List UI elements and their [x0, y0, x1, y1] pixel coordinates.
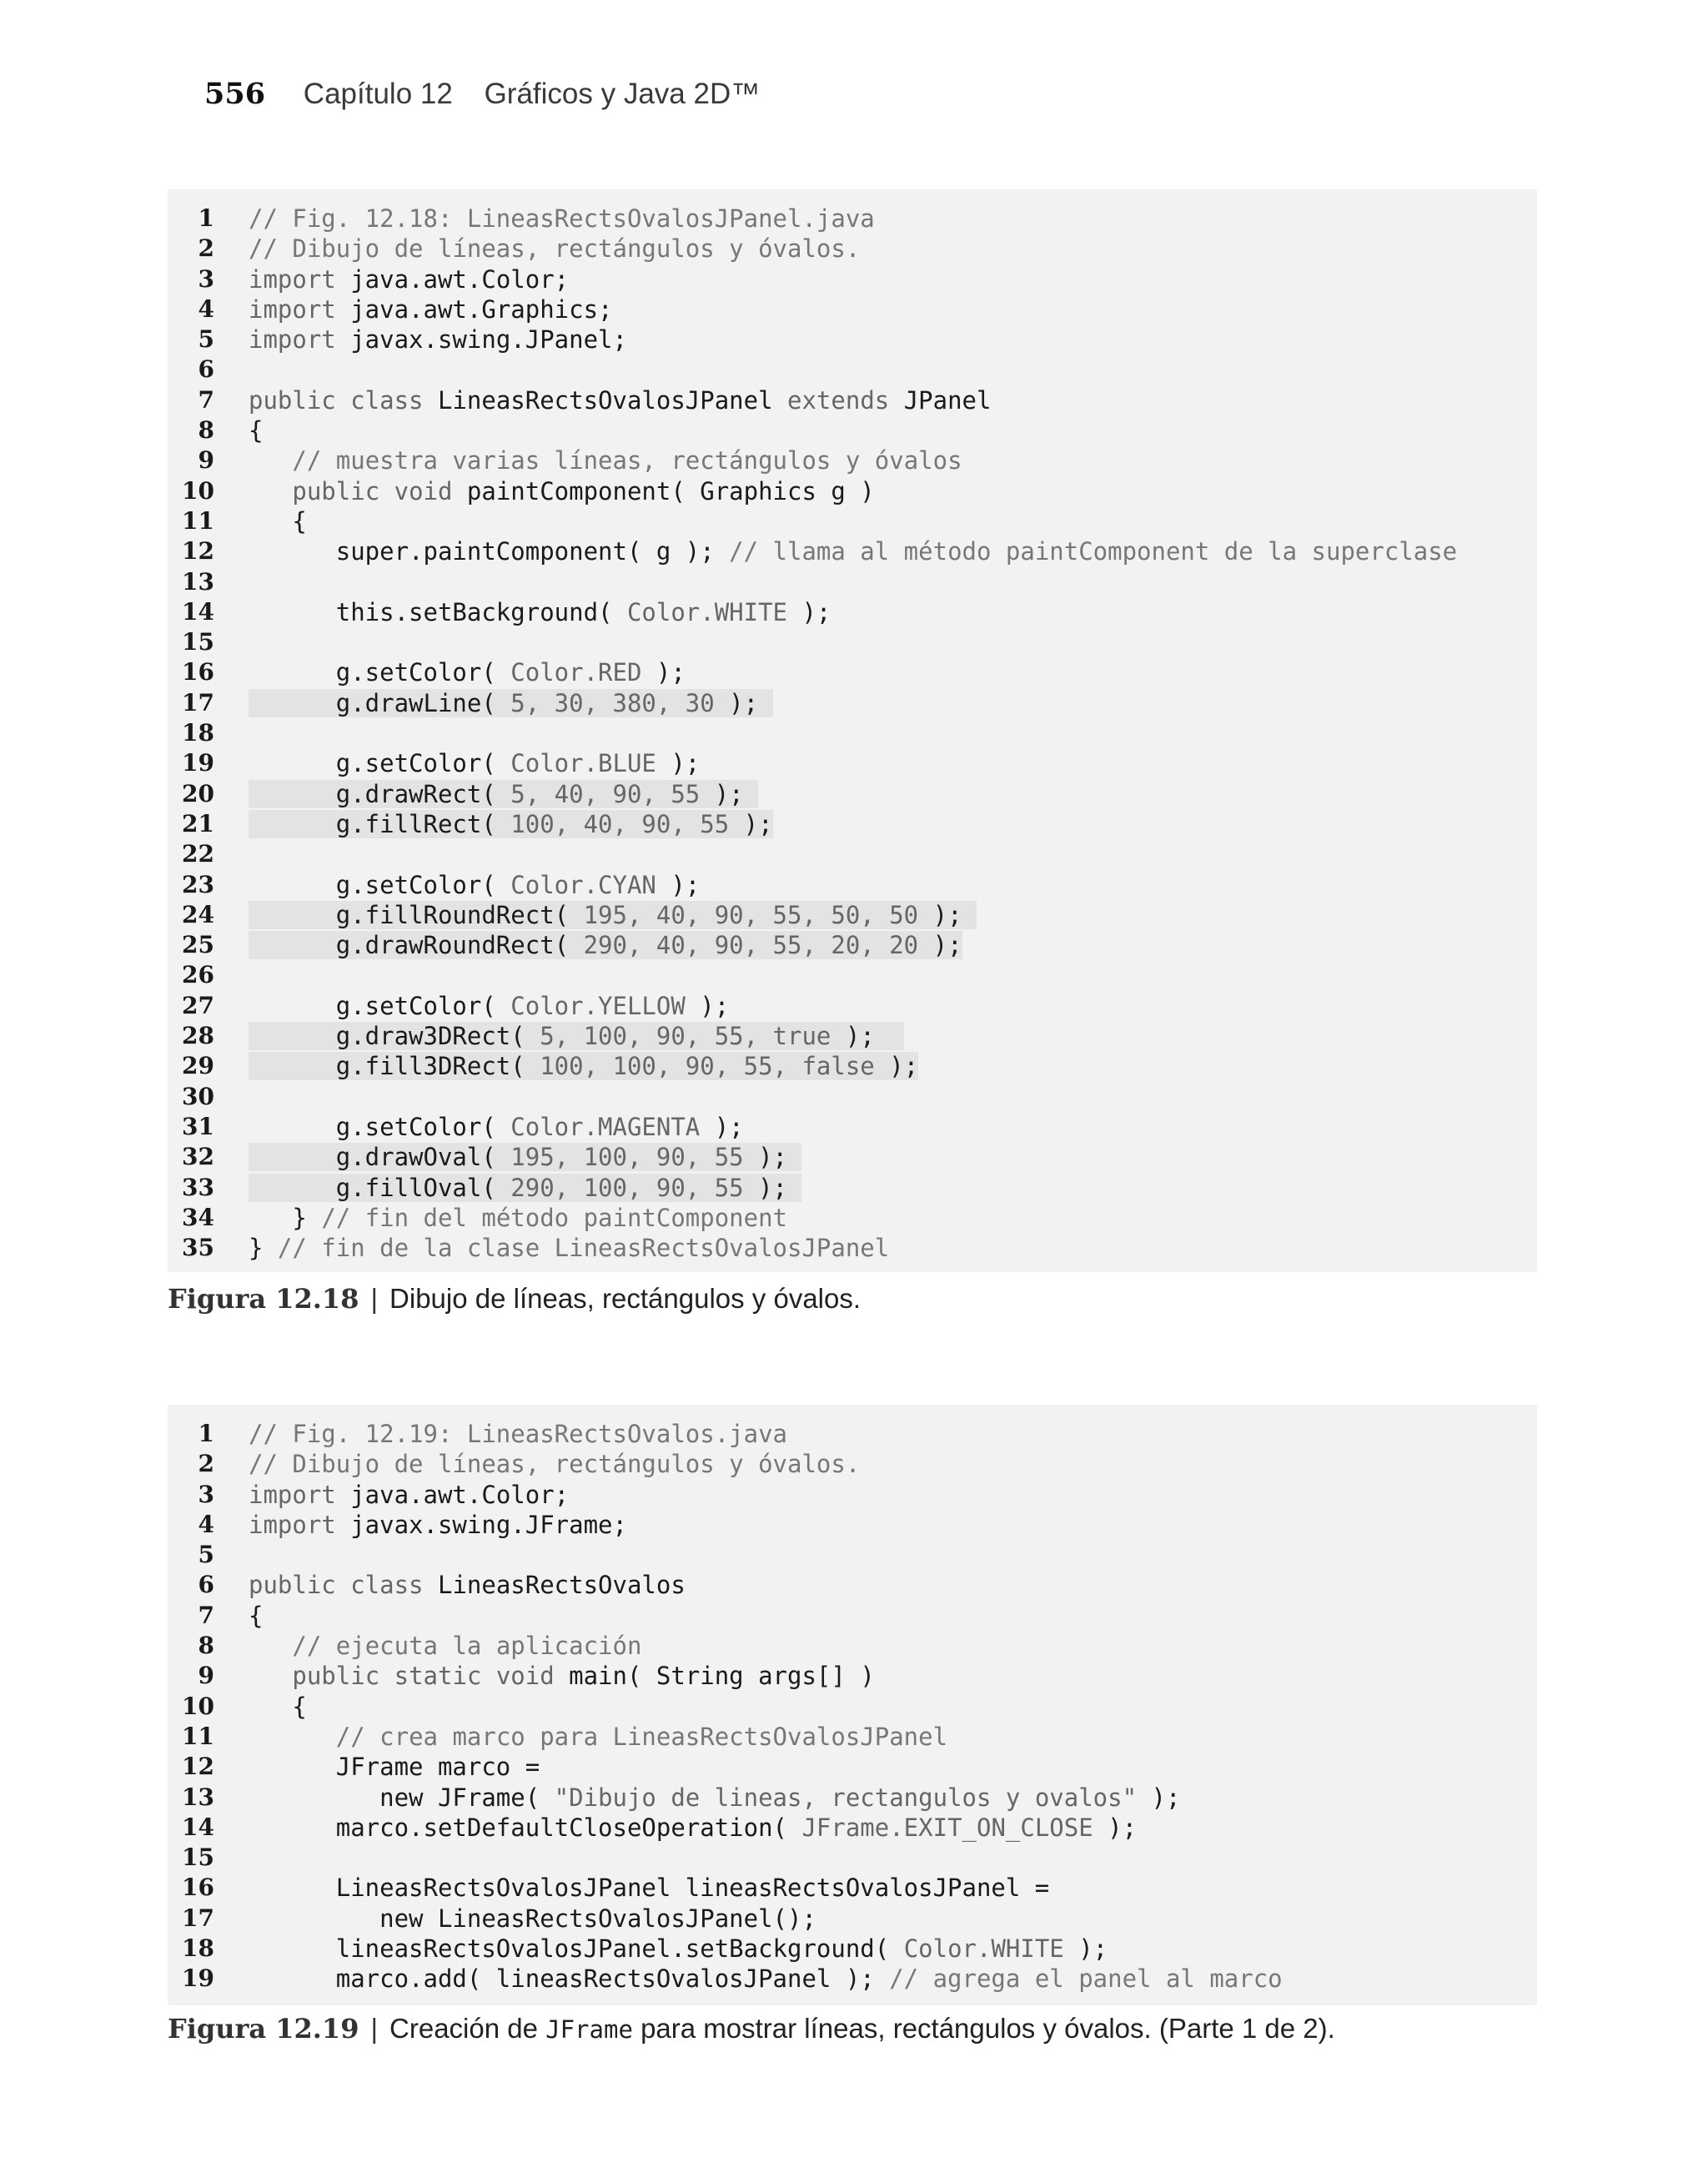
code-token: // ejecuta la aplicación	[292, 1632, 642, 1661]
code-token: g.fillRect(	[249, 809, 511, 838]
code-token: main( String args[] )	[569, 1662, 875, 1691]
code-line	[168, 324, 1537, 355]
code-text	[249, 1601, 263, 1631]
code-token: Color.RED	[510, 658, 642, 687]
code-token: extends	[787, 385, 904, 415]
code-token: 5, 40, 90, 55	[510, 779, 701, 808]
code-text	[249, 1570, 686, 1600]
code-token: );	[656, 749, 701, 778]
code-token: // Dibujo de líneas, rectángulos y óvalos.	[249, 1450, 861, 1479]
line-number: 18	[182, 719, 214, 747]
code-text	[249, 870, 700, 900]
code-token: );	[714, 688, 773, 717]
code-token: // fin de la clase LineasRectsOvalosJPanel	[277, 1234, 890, 1263]
line-number: 2	[198, 234, 214, 263]
code-text	[249, 779, 758, 809]
line-number: 27	[182, 991, 214, 1019]
code-text	[249, 748, 700, 778]
code-token: Color.WHITE	[626, 597, 788, 626]
code-text	[249, 204, 875, 234]
line-number: 31	[182, 1112, 214, 1140]
line-number: 9	[198, 446, 214, 475]
code-line	[168, 1021, 1537, 1051]
code-line	[168, 657, 1537, 687]
code-token: marco.add( lineasRectsOvalosJPanel );	[249, 1964, 890, 1994]
code-token: 290, 40, 90, 55, 20, 20	[583, 931, 919, 960]
line-number: 5	[198, 1541, 214, 1569]
line-number: 15	[182, 1844, 214, 1872]
code-line	[168, 1722, 1537, 1752]
figure-caption-code: JFrame	[545, 2015, 633, 2044]
code-line	[168, 1540, 1537, 1570]
code-token: import	[249, 1510, 351, 1539]
code-token: 195, 40, 90, 55, 50, 50	[583, 900, 919, 929]
code-token: import	[249, 1480, 351, 1509]
page-header	[204, 77, 760, 111]
code-token: );	[918, 900, 977, 929]
code-text	[249, 1631, 641, 1661]
code-line	[168, 718, 1537, 748]
line-number: 18	[182, 1934, 214, 1963]
line-number: 3	[198, 1480, 214, 1508]
code-token: public class	[249, 1571, 438, 1600]
line-number: 10	[182, 1692, 214, 1720]
code-token: // muestra varias líneas, rectángulos y óvalos	[292, 446, 962, 475]
code-text	[249, 324, 627, 355]
code-token: public class	[249, 385, 438, 415]
code-line	[168, 1692, 1537, 1722]
line-number: 26	[182, 961, 214, 989]
line-number: 15	[182, 628, 214, 656]
code-line	[168, 930, 1537, 960]
code-line	[168, 1233, 1537, 1263]
code-token: );	[1137, 1783, 1181, 1812]
code-token: {	[249, 1601, 264, 1630]
code-token: // fin del método paintComponent	[321, 1203, 788, 1232]
code-token: 195, 100, 90, 55	[510, 1143, 744, 1172]
code-line	[168, 294, 1537, 324]
code-token: super.paintComponent( g );	[249, 537, 730, 566]
code-token: }	[249, 1203, 322, 1232]
code-token: );	[787, 597, 831, 626]
code-token: Color.CYAN	[510, 870, 656, 899]
code-line	[168, 1813, 1537, 1843]
code-token: );	[1093, 1813, 1138, 1842]
code-token: Color.WHITE	[903, 1934, 1064, 1964]
code-token: );	[700, 1112, 744, 1141]
code-token: // Fig. 12.19: LineasRectsOvalos.java	[249, 1420, 788, 1448]
code-token: g.drawRect(	[249, 779, 511, 808]
code-text	[249, 506, 307, 536]
line-number: 34	[182, 1203, 214, 1231]
code-token: g.setColor(	[249, 749, 511, 778]
code-token: JFrame marco =	[249, 1753, 540, 1782]
code-line	[168, 1051, 1537, 1081]
code-line	[168, 1964, 1537, 1994]
code-token	[249, 1662, 292, 1690]
code-token: this.setBackground(	[249, 597, 627, 626]
line-number: 7	[198, 385, 214, 414]
line-number: 6	[198, 1571, 214, 1599]
code-line	[168, 1449, 1537, 1479]
line-number: 1	[198, 204, 214, 232]
code-token: import	[249, 294, 351, 324]
code-line	[168, 264, 1537, 294]
code-token: JFrame.EXIT_ON_CLOSE	[801, 1813, 1093, 1842]
line-number: 11	[182, 506, 214, 535]
line-number: 16	[182, 658, 214, 687]
code-line	[168, 1480, 1537, 1510]
code-text	[249, 1510, 627, 1540]
figure-caption-12-19: Figura 12.19 | Creación de JFrame para mostrar líneas, rectángulos y óvalos. (Parte 1 de 2).	[168, 2013, 1335, 2045]
code-token: );	[729, 809, 773, 838]
code-token: javax.swing.JFrame;	[350, 1510, 627, 1539]
code-token: 100, 40, 90, 55	[510, 809, 730, 838]
code-line	[168, 1843, 1537, 1873]
code-line	[168, 748, 1537, 778]
code-token: 5, 100, 90, 55, true	[540, 1022, 831, 1051]
line-number: 6	[198, 355, 214, 384]
code-token: lineasRectsOvalosJPanel.setBackground(	[249, 1934, 904, 1964]
code-token: g.fillRoundRect(	[249, 900, 584, 929]
code-text	[249, 1964, 1283, 1994]
code-text	[249, 1480, 569, 1510]
code-token: java.awt.Color;	[350, 264, 570, 294]
code-text	[249, 1904, 816, 1934]
code-token: );	[743, 1173, 802, 1202]
code-text	[249, 1692, 307, 1722]
code-token	[249, 446, 292, 475]
code-token: {	[249, 1692, 307, 1721]
code-text	[249, 264, 569, 294]
code-text	[249, 476, 875, 506]
code-line	[168, 506, 1537, 536]
code-text	[249, 445, 962, 475]
line-number: 16	[182, 1874, 214, 1902]
line-number: 12	[182, 537, 214, 566]
code-line	[168, 1873, 1537, 1903]
figure-caption-text: Creación de	[389, 2013, 546, 2044]
code-line	[168, 870, 1537, 900]
code-token: g.fill3DRect(	[249, 1052, 540, 1081]
code-token: g.setColor(	[249, 658, 511, 687]
code-text	[249, 1112, 744, 1142]
code-token: 5, 30, 380, 30	[510, 688, 715, 717]
line-number: 33	[182, 1173, 214, 1201]
line-number: 11	[182, 1722, 214, 1750]
code-text	[249, 597, 831, 627]
line-number: 5	[198, 325, 214, 354]
code-text	[249, 415, 263, 445]
code-token: new JFrame(	[249, 1783, 555, 1812]
line-number: 3	[198, 264, 214, 293]
line-number: 14	[182, 597, 214, 626]
code-line	[168, 1752, 1537, 1782]
code-text	[249, 1449, 860, 1479]
line-number: 9	[198, 1662, 214, 1690]
code-text	[249, 688, 773, 718]
line-number: 19	[182, 749, 214, 777]
code-token: import	[249, 325, 351, 355]
code-token: g.setColor(	[249, 870, 511, 899]
line-number: 25	[182, 931, 214, 959]
code-line	[168, 1082, 1537, 1112]
code-token: LineasRectsOvalosJPanel lineasRectsOvalosJPanel =	[249, 1874, 1050, 1903]
code-token: // agrega el panel al marco	[889, 1964, 1283, 1994]
code-line	[168, 1173, 1537, 1203]
code-token: g.fillOval(	[249, 1173, 511, 1202]
line-number: 8	[198, 1632, 214, 1660]
code-text	[249, 1142, 801, 1172]
code-token: {	[249, 506, 307, 536]
line-number: 2	[198, 1450, 214, 1478]
code-line	[168, 991, 1537, 1021]
code-token: 290, 100, 90, 55	[510, 1173, 744, 1202]
code-token: java.awt.Color;	[350, 1480, 570, 1509]
code-token: g.drawLine(	[249, 688, 511, 717]
code-text	[249, 536, 1457, 566]
code-text	[249, 900, 977, 930]
code-token: g.setColor(	[249, 991, 511, 1020]
line-number: 17	[182, 688, 214, 717]
figure-label: Figura 12.19	[168, 2013, 359, 2045]
code-token: );	[874, 1052, 919, 1081]
code-token: 100, 100, 90, 55, false	[540, 1052, 875, 1081]
line-number: 32	[182, 1143, 214, 1171]
code-token: {	[249, 416, 264, 445]
code-line	[168, 960, 1537, 990]
line-number: 29	[182, 1052, 214, 1080]
code-line	[168, 476, 1537, 506]
code-token: JPanel	[903, 385, 992, 415]
line-number: 8	[198, 416, 214, 445]
line-number: 22	[182, 840, 214, 868]
code-listing-fig-12-18	[168, 189, 1537, 1272]
code-token: // Dibujo de líneas, rectángulos y óvalos.	[249, 234, 861, 264]
line-number: 7	[198, 1601, 214, 1629]
code-text	[249, 1661, 875, 1691]
code-text	[249, 991, 729, 1021]
code-line	[168, 779, 1537, 809]
figure-caption-text-end: para mostrar líneas, rectángulos y óvalos. (Parte 1 de 2).	[632, 2013, 1335, 2044]
line-number: 10	[182, 476, 214, 505]
code-line	[168, 385, 1537, 415]
code-text	[249, 1752, 540, 1782]
code-text	[249, 1783, 1180, 1813]
line-number: 12	[182, 1753, 214, 1781]
code-token: g.drawOval(	[249, 1143, 511, 1172]
code-line	[168, 1631, 1537, 1661]
code-token: g.setColor(	[249, 1112, 511, 1141]
code-text	[249, 294, 613, 324]
code-line	[168, 355, 1537, 385]
code-token: paintComponent( Graphics g )	[466, 476, 875, 506]
code-text	[249, 1021, 904, 1051]
code-text	[249, 385, 991, 415]
code-line	[168, 1570, 1537, 1600]
code-token	[249, 477, 292, 506]
code-token: LineasRectsOvalos	[437, 1571, 686, 1600]
code-text	[249, 1173, 801, 1203]
chapter-label: Capítulo 12	[303, 78, 453, 110]
code-text	[249, 1722, 947, 1752]
code-text	[249, 1051, 918, 1081]
code-line	[168, 234, 1537, 264]
figure-caption-12-18: Figura 12.18 | Dibujo de líneas, rectángulos y óvalos.	[168, 1283, 862, 1315]
code-token: );	[641, 658, 686, 687]
line-number: 24	[182, 900, 214, 928]
code-token: "Dibujo de lineas, rectangulos y ovalos"	[554, 1783, 1138, 1812]
code-token: marco.setDefaultCloseOperation(	[249, 1813, 802, 1842]
line-number: 14	[182, 1813, 214, 1841]
code-token: Color.BLUE	[510, 749, 656, 778]
line-number: 13	[182, 1783, 214, 1811]
code-token: LineasRectsOvalosJPanel	[437, 385, 788, 415]
line-number: 23	[182, 870, 214, 898]
line-number: 17	[182, 1904, 214, 1932]
code-token: Color.YELLOW	[510, 991, 686, 1020]
code-text	[249, 1873, 1049, 1903]
code-token: import	[249, 264, 351, 294]
code-token: }	[249, 1234, 278, 1263]
code-line	[168, 809, 1537, 839]
code-text	[249, 1813, 1137, 1843]
code-line	[168, 1601, 1537, 1631]
code-token: // Fig. 12.18: LineasRectsOvalosJPanel.java	[249, 204, 875, 233]
code-text	[249, 1233, 889, 1263]
code-token: );	[831, 1022, 904, 1051]
code-token: );	[685, 991, 730, 1020]
line-number: 13	[182, 567, 214, 596]
code-text	[249, 1419, 787, 1449]
code-line	[168, 688, 1537, 718]
code-token: g.draw3DRect(	[249, 1022, 540, 1051]
code-line	[168, 1934, 1537, 1964]
code-token: public void	[292, 476, 467, 506]
code-token: // crea marco para LineasRectsOvalosJPanel	[335, 1722, 948, 1751]
code-token: javax.swing.JPanel;	[350, 325, 627, 355]
code-line	[168, 1904, 1537, 1934]
code-listing-fig-12-19	[168, 1405, 1537, 2005]
chapter-title: Gráficos y Java 2D™	[484, 78, 761, 110]
code-line	[168, 1142, 1537, 1172]
code-line	[168, 536, 1537, 566]
code-token: new LineasRectsOvalosJPanel();	[249, 1904, 816, 1933]
code-line	[168, 627, 1537, 657]
code-token: public static void	[292, 1662, 570, 1691]
code-token: );	[743, 1143, 802, 1172]
code-line	[168, 1510, 1537, 1540]
code-line	[168, 839, 1537, 869]
line-number: 30	[182, 1082, 214, 1110]
code-text	[249, 1203, 787, 1233]
code-token: java.awt.Graphics;	[350, 294, 613, 324]
code-line	[168, 445, 1537, 475]
line-number: 28	[182, 1022, 214, 1050]
code-token: );	[918, 931, 962, 960]
code-line	[168, 204, 1537, 234]
code-token: );	[656, 870, 701, 899]
code-text	[249, 1934, 1108, 1964]
code-token: g.drawRoundRect(	[249, 931, 584, 960]
figure-label: Figura 12.18	[168, 1283, 359, 1315]
code-line	[168, 1112, 1537, 1142]
code-text	[249, 930, 962, 960]
line-number: 20	[182, 779, 214, 807]
code-token: );	[1063, 1934, 1108, 1964]
code-line	[168, 1661, 1537, 1691]
line-number: 4	[198, 1510, 214, 1538]
line-number: 21	[182, 809, 214, 837]
code-line	[168, 1203, 1537, 1233]
line-number: 4	[198, 294, 214, 323]
code-line	[168, 597, 1537, 627]
code-text	[249, 809, 773, 839]
code-text	[249, 657, 686, 687]
code-token	[249, 1723, 336, 1751]
code-line	[168, 567, 1537, 597]
code-token: );	[700, 779, 759, 808]
code-token: Color.MAGENTA	[510, 1112, 701, 1141]
code-line	[168, 900, 1537, 930]
code-line	[168, 1419, 1537, 1449]
line-number: 19	[182, 1964, 214, 1993]
page-number: 556	[204, 77, 266, 111]
code-text	[249, 234, 860, 264]
code-line	[168, 415, 1537, 445]
line-number: 1	[198, 1420, 214, 1447]
code-line	[168, 1783, 1537, 1813]
line-number: 35	[182, 1234, 214, 1262]
code-token	[249, 1632, 292, 1660]
code-token: // llama al método paintComponent de la superclase	[729, 537, 1458, 566]
figure-caption-text: Dibujo de líneas, rectángulos y óvalos.	[389, 1283, 862, 1314]
